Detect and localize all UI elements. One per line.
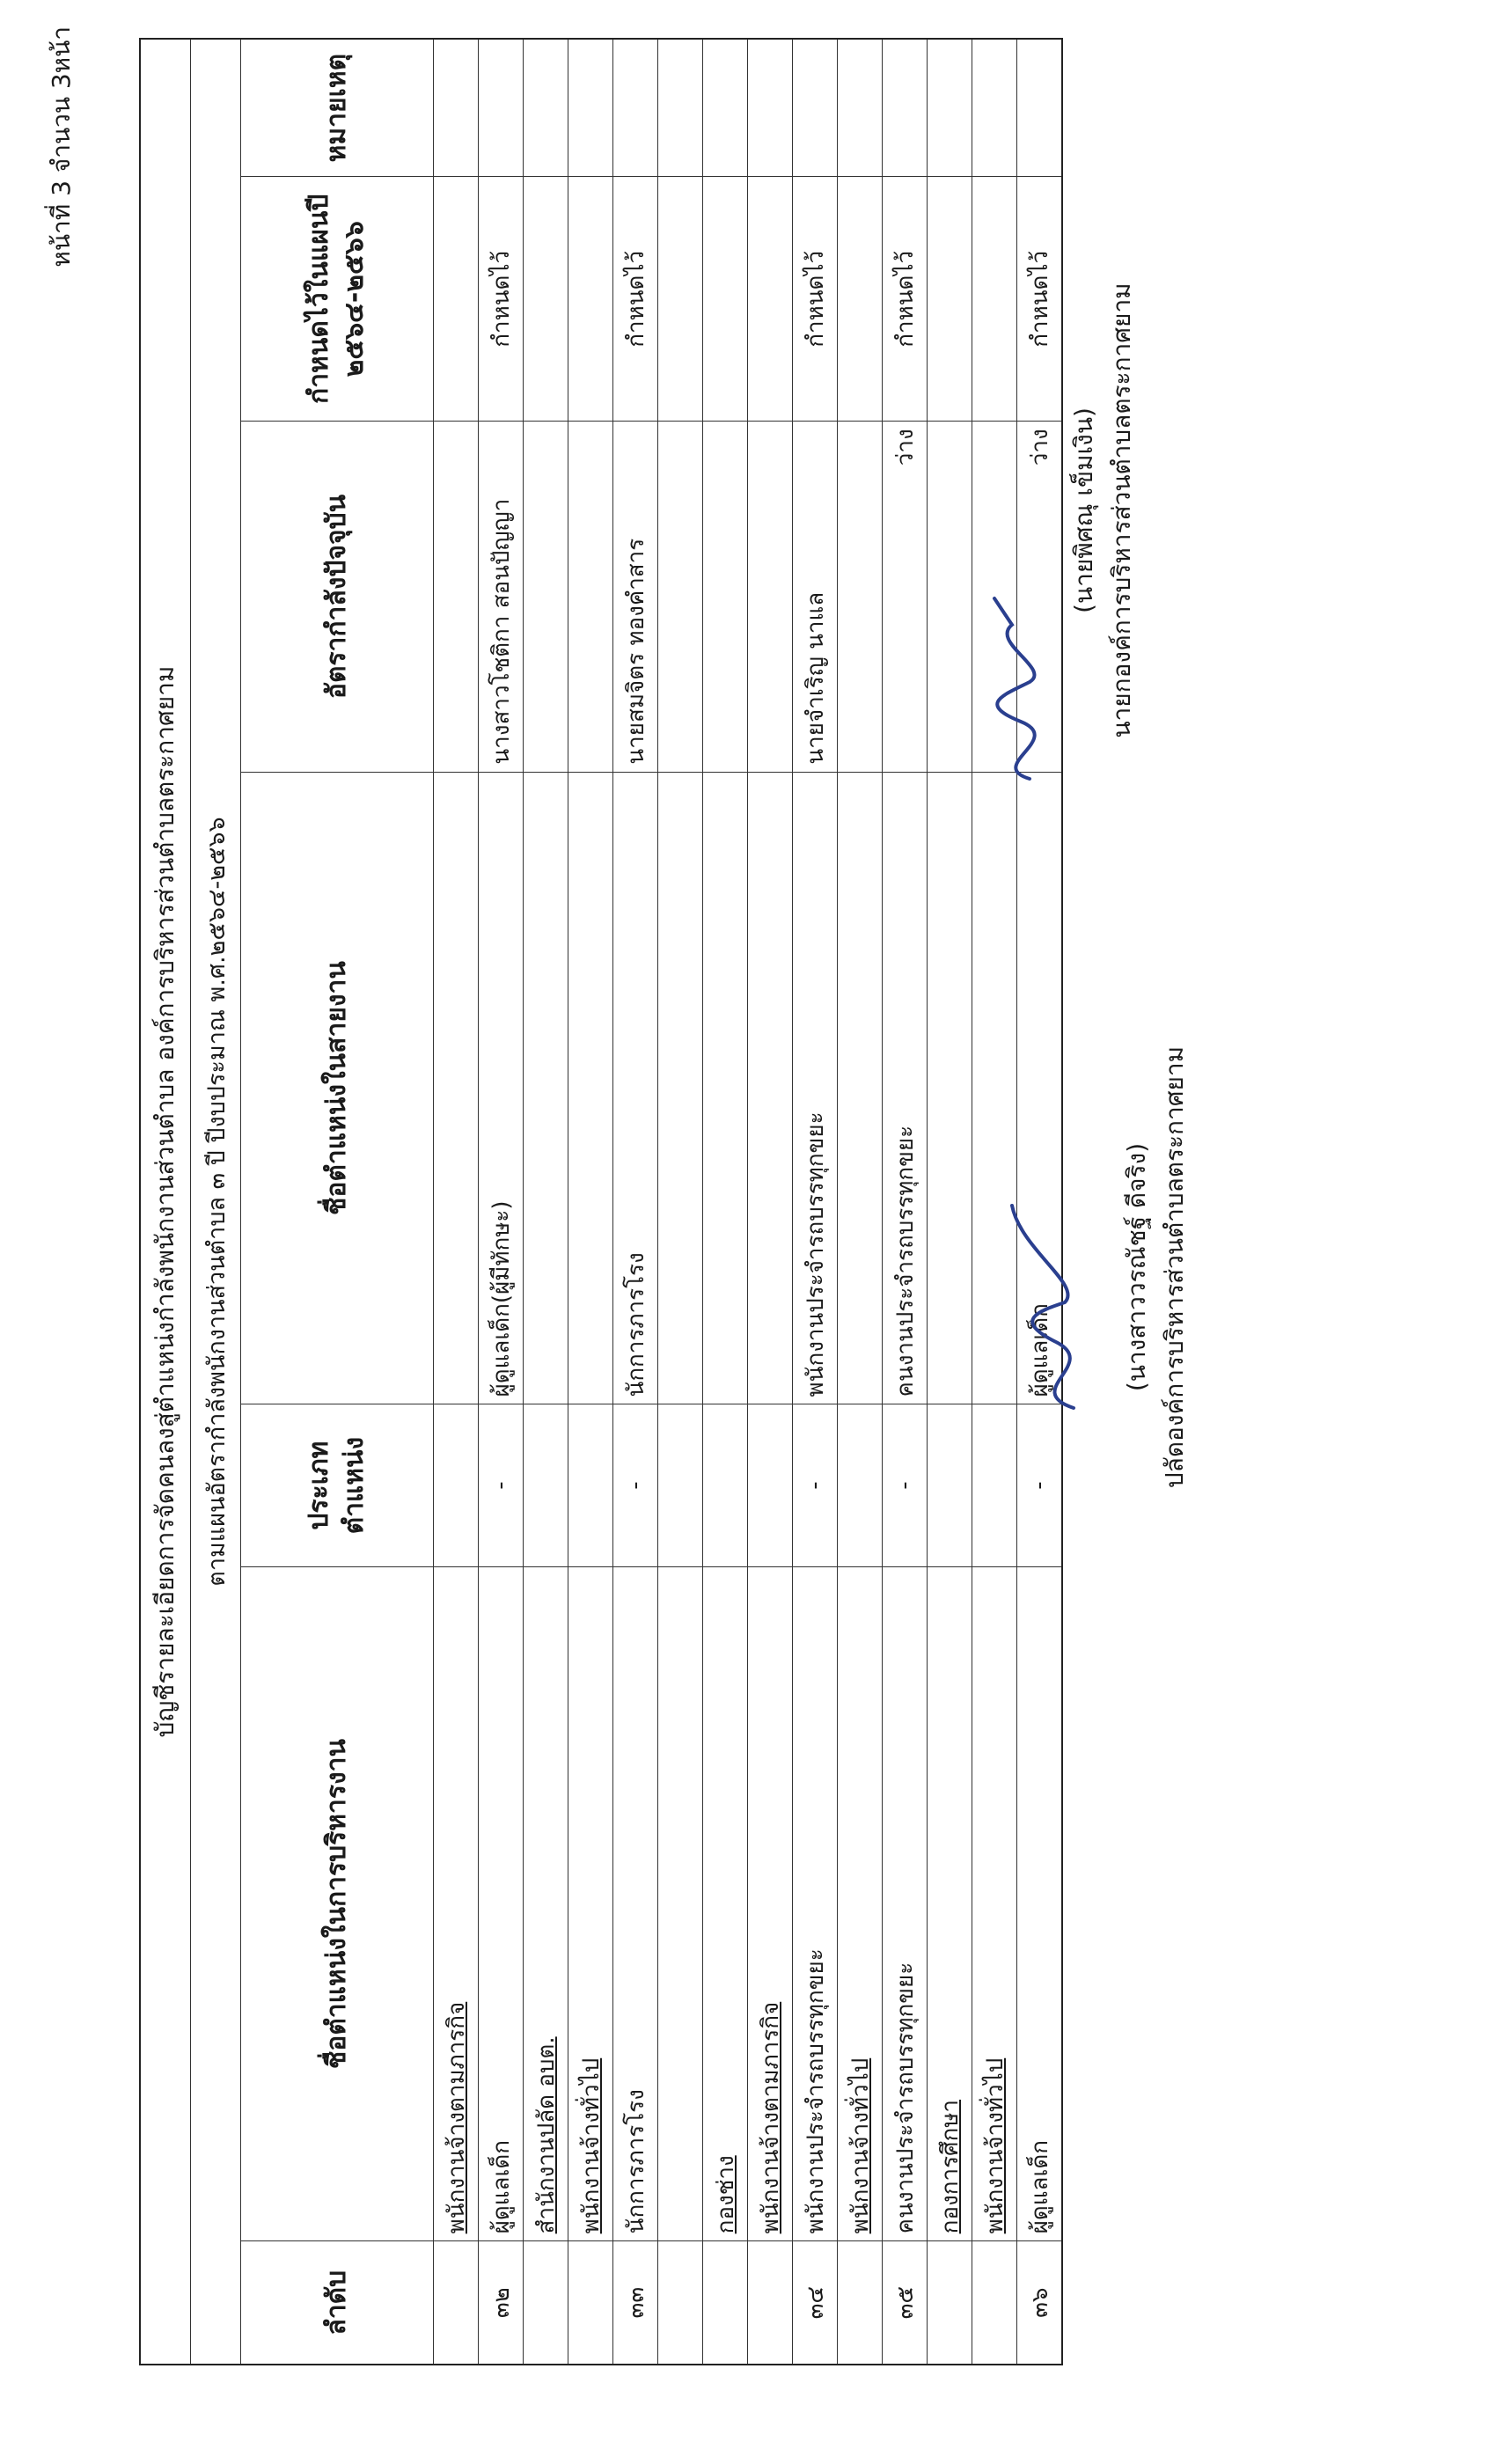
table-row xyxy=(479,39,524,2365)
cell-plan xyxy=(928,177,972,422)
cell-type: - xyxy=(479,1404,524,1566)
cell-no: ๓๕ xyxy=(883,2241,928,2365)
header-position: ชื่อตำแหน่งในการบริหารงาน xyxy=(241,1566,434,2241)
header-line: ชื่อตำแหน่งในสายงาน xyxy=(241,772,434,1404)
cell-type xyxy=(703,1404,748,1566)
table-row xyxy=(748,39,793,2365)
cell-line: คนงานประจำรถบรรทุกขยะ xyxy=(883,772,928,1404)
cell-type xyxy=(972,1404,1017,1566)
header-remark: หมายเหตุ xyxy=(241,39,434,177)
cell-line: ผู้ดูแลเด็ก xyxy=(1017,772,1063,1404)
cell-line xyxy=(838,772,883,1404)
cell-line: นักการภารโรง xyxy=(613,772,658,1404)
cell-position: ผู้ดูแลเด็ก xyxy=(1017,1566,1063,2241)
cell-current: นางสาวโชติกา สอนปัญญา xyxy=(479,422,524,772)
signature-left xyxy=(1118,950,1194,1584)
table-row xyxy=(613,39,658,2365)
cell-current xyxy=(434,422,479,772)
cell-no xyxy=(838,2241,883,2365)
signature-right-name: (นายพิศณุ เข็มเงิน) xyxy=(1069,407,1098,613)
table-row xyxy=(658,39,703,2365)
cell-type xyxy=(658,1404,703,1566)
cell-no: ๓๖ xyxy=(1017,2241,1063,2365)
cell-plan xyxy=(434,177,479,422)
cell-remark xyxy=(972,39,1017,177)
cell-remark xyxy=(838,39,883,177)
cell-current: ว่าง xyxy=(883,422,928,772)
table-row xyxy=(524,39,568,2365)
cell-current xyxy=(928,422,972,772)
cell-line xyxy=(928,772,972,1404)
cell-no xyxy=(434,2241,479,2365)
cell-line xyxy=(434,772,479,1404)
cell-current xyxy=(524,422,568,772)
cell-position: นักการภารโรง xyxy=(613,1566,658,2241)
cell-type xyxy=(838,1404,883,1566)
cell-no xyxy=(972,2241,1017,2365)
cell-plan xyxy=(568,177,613,422)
cell-line: ผู้ดูแลเด็ก(ผู้มีทักษะ) xyxy=(479,772,524,1404)
cell-remark xyxy=(479,39,524,177)
cell-line xyxy=(524,772,568,1404)
cell-remark xyxy=(568,39,613,177)
cell-current: นายสมจิตร ทองคำสาร xyxy=(613,422,658,772)
signature-right-mark xyxy=(977,581,1074,792)
cell-no: ๓๔ xyxy=(793,2241,838,2365)
cell-no: ๓๒ xyxy=(479,2241,524,2365)
cell-plan xyxy=(972,177,1017,422)
cell-plan xyxy=(703,177,748,422)
cell-no xyxy=(658,2241,703,2365)
table-row xyxy=(928,39,972,2365)
cell-remark xyxy=(748,39,793,177)
cell-current xyxy=(838,422,883,772)
table-row xyxy=(883,39,928,2365)
cell-remark xyxy=(928,39,972,177)
cell-type xyxy=(524,1404,568,1566)
cell-type xyxy=(434,1404,479,1566)
cell-line xyxy=(748,772,793,1404)
cell-no xyxy=(524,2241,568,2365)
cell-plan: กำหนดไว้ xyxy=(1017,177,1063,422)
cell-position: คนงานประจำรถบรรทุกขยะ xyxy=(883,1566,928,2241)
header-no: ลำดับ xyxy=(241,2241,434,2365)
cell-current: นายจำเริญ นาแล xyxy=(793,422,838,772)
cell-plan: กำหนดไว้ xyxy=(479,177,524,422)
cell-line xyxy=(703,772,748,1404)
table-title: บัญชีรายละเอียดการจัดคนลงสู่ตำแหน่งกำลังพนักงานส่วนตำบล องค์การบริหารส่วนตำบลตระกาศยาม xyxy=(140,39,191,2365)
cell-current xyxy=(748,422,793,772)
cell-type: - xyxy=(883,1404,928,1566)
cell-line: พนักงานประจำรถบรรทุกขยะ xyxy=(793,772,838,1404)
table-row xyxy=(838,39,883,2365)
header-current: อัตรากำลังปัจจุบัน xyxy=(241,422,434,772)
cell-no xyxy=(703,2241,748,2365)
cell-type: - xyxy=(1017,1404,1063,1566)
cell-position: กองช่าง xyxy=(703,1566,748,2241)
table-row xyxy=(568,39,613,2365)
cell-remark xyxy=(524,39,568,177)
cell-no xyxy=(928,2241,972,2365)
table-row xyxy=(434,39,479,2365)
cell-type: - xyxy=(793,1404,838,1566)
table-body xyxy=(434,39,1063,2365)
cell-plan: กำหนดไว้ xyxy=(793,177,838,422)
cell-no xyxy=(568,2241,613,2365)
cell-no xyxy=(748,2241,793,2365)
header-type: ประเภทตำแหน่ง xyxy=(241,1404,434,1566)
table-subtitle: ตามแผนอัตรากำลังพนักงานส่วนตำบล ๓ ปี ปีงบประมาณ พ.ศ.๒๕๖๔-๒๕๖๖ xyxy=(191,39,241,2365)
cell-current xyxy=(703,422,748,772)
cell-position: พนักงานจ้างทั่วไป xyxy=(972,1566,1017,2241)
cell-line xyxy=(568,772,613,1404)
cell-position: ผู้ดูแลเด็ก xyxy=(479,1566,524,2241)
cell-plan xyxy=(748,177,793,422)
cell-remark xyxy=(434,39,479,177)
cell-no: ๓๓ xyxy=(613,2241,658,2365)
cell-plan: กำหนดไว้ xyxy=(613,177,658,422)
cell-type: - xyxy=(613,1404,658,1566)
staff-table xyxy=(139,38,1063,2365)
page-number: หน้าที่ 3 จำนวน 3หน้า xyxy=(47,26,76,268)
signature-left-name: (นางสาววรณัชฐ์ ดีจริง) xyxy=(1122,1142,1151,1392)
cell-current xyxy=(658,422,703,772)
signature-right xyxy=(1065,194,1141,827)
cell-remark xyxy=(1017,39,1063,177)
cell-position: กองการศึกษา xyxy=(928,1566,972,2241)
cell-position: พนักงานจ้างตามภารกิจ xyxy=(434,1566,479,2241)
cell-position xyxy=(658,1566,703,2241)
cell-remark xyxy=(658,39,703,177)
signature-left-mark xyxy=(1003,1197,1109,1426)
cell-current xyxy=(568,422,613,772)
cell-remark xyxy=(703,39,748,177)
cell-plan xyxy=(524,177,568,422)
cell-current: ว่าง xyxy=(1017,422,1063,772)
signature-left-title: ปลัดองค์การบริหารส่วนตำบลตระกาศยาม xyxy=(1160,1045,1190,1489)
table-row xyxy=(793,39,838,2365)
signature-right-title: นายกองค์การบริหารส่วนตำบลตระกาศยาม xyxy=(1107,282,1137,738)
cell-position: พนักงานจ้างตามภารกิจ xyxy=(748,1566,793,2241)
cell-type xyxy=(748,1404,793,1566)
cell-position: สำนักงานปลัด อบต. xyxy=(524,1566,568,2241)
cell-remark xyxy=(613,39,658,177)
cell-remark xyxy=(883,39,928,177)
header-plan: กำหนดไว้ในแผนปี ๒๕๖๔-๒๕๖๖ xyxy=(241,177,434,422)
cell-remark xyxy=(793,39,838,177)
cell-plan xyxy=(838,177,883,422)
cell-position: พนักงานประจำรถบรรทุกขยะ xyxy=(793,1566,838,2241)
cell-type xyxy=(568,1404,613,1566)
cell-type xyxy=(928,1404,972,1566)
cell-position: พนักงานจ้างทั่วไป xyxy=(568,1566,613,2241)
cell-line xyxy=(658,772,703,1404)
cell-plan: กำหนดไว้ xyxy=(883,177,928,422)
cell-plan xyxy=(658,177,703,422)
table-row xyxy=(703,39,748,2365)
cell-position: พนักงานจ้างทั่วไป xyxy=(838,1566,883,2241)
